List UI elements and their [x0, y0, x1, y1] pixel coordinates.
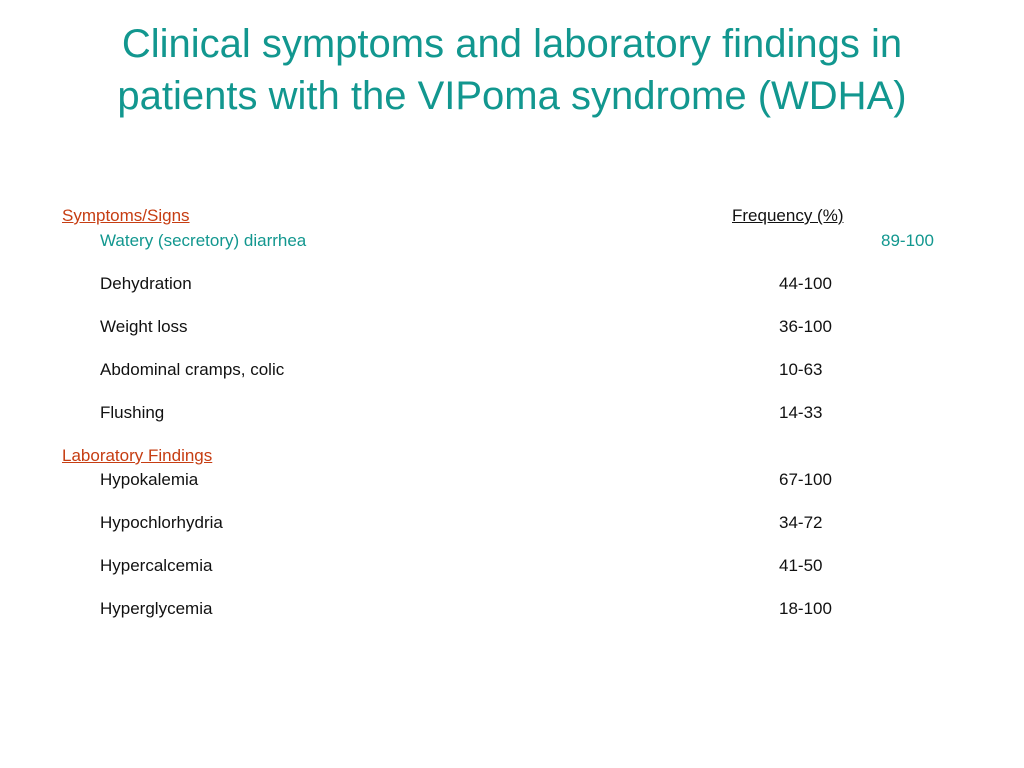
symptom-value-diarrhea: 89-100: [881, 231, 934, 250]
lab-label-hyperglycemia: Hyperglycemia: [100, 599, 213, 618]
lab-value-hypochlorhydria: 34-72: [779, 513, 823, 532]
symptom-label-abdominal-cramps: Abdominal cramps, colic: [100, 360, 285, 379]
symptom-value-abdominal-cramps: 10-63: [779, 360, 823, 379]
lab-label-hypochlorhydria: Hypochlorhydria: [100, 513, 223, 532]
lab-label-hypokalemia: Hypokalemia: [100, 470, 199, 489]
symptom-label-dehydration: Dehydration: [100, 274, 192, 293]
title-line-1: Clinical symptoms and laboratory findings in: [121, 22, 903, 66]
symptom-value-dehydration: 44-100: [779, 274, 832, 293]
lab-value-hyperglycemia: 18-100: [779, 599, 832, 618]
symptom-label-flushing: Flushing: [100, 403, 165, 422]
symptom-value-flushing: 14-33: [779, 403, 823, 422]
title-line-2: patients with the VIPoma syndrome (WDHA): [117, 74, 907, 118]
lab-label-hypercalcemia: Hypercalcemia: [100, 556, 213, 575]
lab-value-hypercalcemia: 41-50: [779, 556, 823, 575]
symptoms-heading: Symptoms/Signs: [62, 206, 190, 225]
symptom-value-weight-loss: 36-100: [779, 317, 832, 336]
frequency-heading: Frequency (%): [732, 206, 844, 225]
slide-title: [20, 18, 1004, 122]
lab-value-hypokalemia: 67-100: [779, 470, 832, 489]
symptom-label-diarrhea: Watery (secretory) diarrhea: [100, 231, 307, 250]
symptom-label-weight-loss: Weight loss: [100, 317, 188, 336]
laboratory-heading: Laboratory Findings: [62, 446, 213, 465]
